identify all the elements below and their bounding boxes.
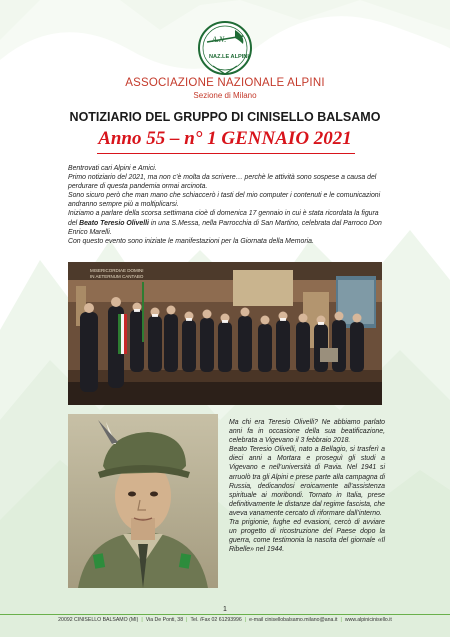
footer-phone: Tel. /Fax 02 61293996 [190,617,242,623]
intro-paragraph-2: Sono sicuro però che man mano che schiaccerò i tasti del mio computer i contenuti e le comunicazioni andranno sempre più a moltiplicarsi. [68,192,381,209]
footer-website[interactable]: www.alpinicinisello.it [344,617,392,623]
page-number: 1 [223,606,227,613]
intro-bold-name: Beato Teresio Olivelli [79,219,149,227]
footer-address: 20092 CINISELLO BALSAMO (MI) [58,617,139,623]
intro-text [68,164,386,246]
intro-paragraph-1: Primo notiziario del 2021, ma non c’è molta da scrivere… perchè le attività sono sospese a causa del perdurare di questa pandemia ormai arcinota. [68,174,377,191]
footer-email[interactable]: e-mail cinisellobalsamo.milano@ana.it [249,617,338,623]
ana-logo [193,18,257,82]
page-header [0,0,450,149]
association-name: ASSOCIAZIONE NAZIONALE ALPINI [125,77,325,89]
page-footer: 20092 CINISELLO BALSAMO (MI) | Via De Ponti, 38 | Tel. /Fax 02 61293996 | e-mail cinisellobalsamo.milano@ana.it | www.alpinicinisello.it [58,617,392,623]
footer-street: Via De Ponti, 38 [145,617,184,623]
intro-text-a: Iniziamo a parlare della scorsa settimana cioè di domenica 17 gennaio in cui è stata ricordata la figura del [68,210,379,227]
intro-text-b: in una S.Messa, nella Parrocchia di San Martino, celebrata dal Parroco Don Enrico Marelli. [68,219,382,236]
intro-paragraph-4: Con questo evento sono iniziate le manifestazioni per la Giornata della Memoria. [68,237,314,245]
logo-text-top: A.N. [212,35,227,44]
article-paragraph-3: Tra prigionie, fughe ed evasioni, cercò di avviare un progetto di ricostruzione del Paese dopo la guerra, come testimonia la nascita del giornale «Il Ribelle» nel 1944. [229,519,385,554]
intro-greeting: Bentrovati cari Alpini e Amici. [68,165,157,172]
article-text [229,418,385,554]
intro-paragraph-3 [68,209,386,236]
article-paragraph-2: Beato Teresio Olivelli, nato a Bellagio, si trasferì a dieci anni a Mortara e proseguì gli studi a Vigevano e nell’università di Pavia. Nel 1941 si arruolò tra gli Alpini e prese parte alla campagna di Russia, dedicandosi eroicamente all’assistenza spirituale ai moribondi. Tornato in Italia, prese definitivamente le distanze dal regime fascista, che aveva vanamente cercato di riformare dall’interno. [229,446,385,517]
banner-line-1: MISERICORDIAE DOMINI [90,268,144,273]
article-paragraph-1: Ma chi era Teresio Olivelli? Ne abbiamo parlato anni fa in occasione della sua beatificazione, celebrata a Vigevano il 3 febbraio 2018. [229,419,385,445]
issue-underline [97,153,355,154]
newsletter-title: NOTIZIARIO DEL GRUPPO DI CINISELLO BALSAMO [69,110,381,124]
footer-divider [0,614,450,615]
portrait-photo [68,414,218,588]
banner-line-2: IN AETERNUM CANTABO [90,274,144,279]
group-photo [68,262,382,405]
section-name: Sezione di Milano [193,91,257,100]
issue-title: Anno 55 – n° 1 GENNAIO 2021 [98,128,352,149]
logo-text-bottom: NAZ.LE ALPINI [209,54,249,60]
